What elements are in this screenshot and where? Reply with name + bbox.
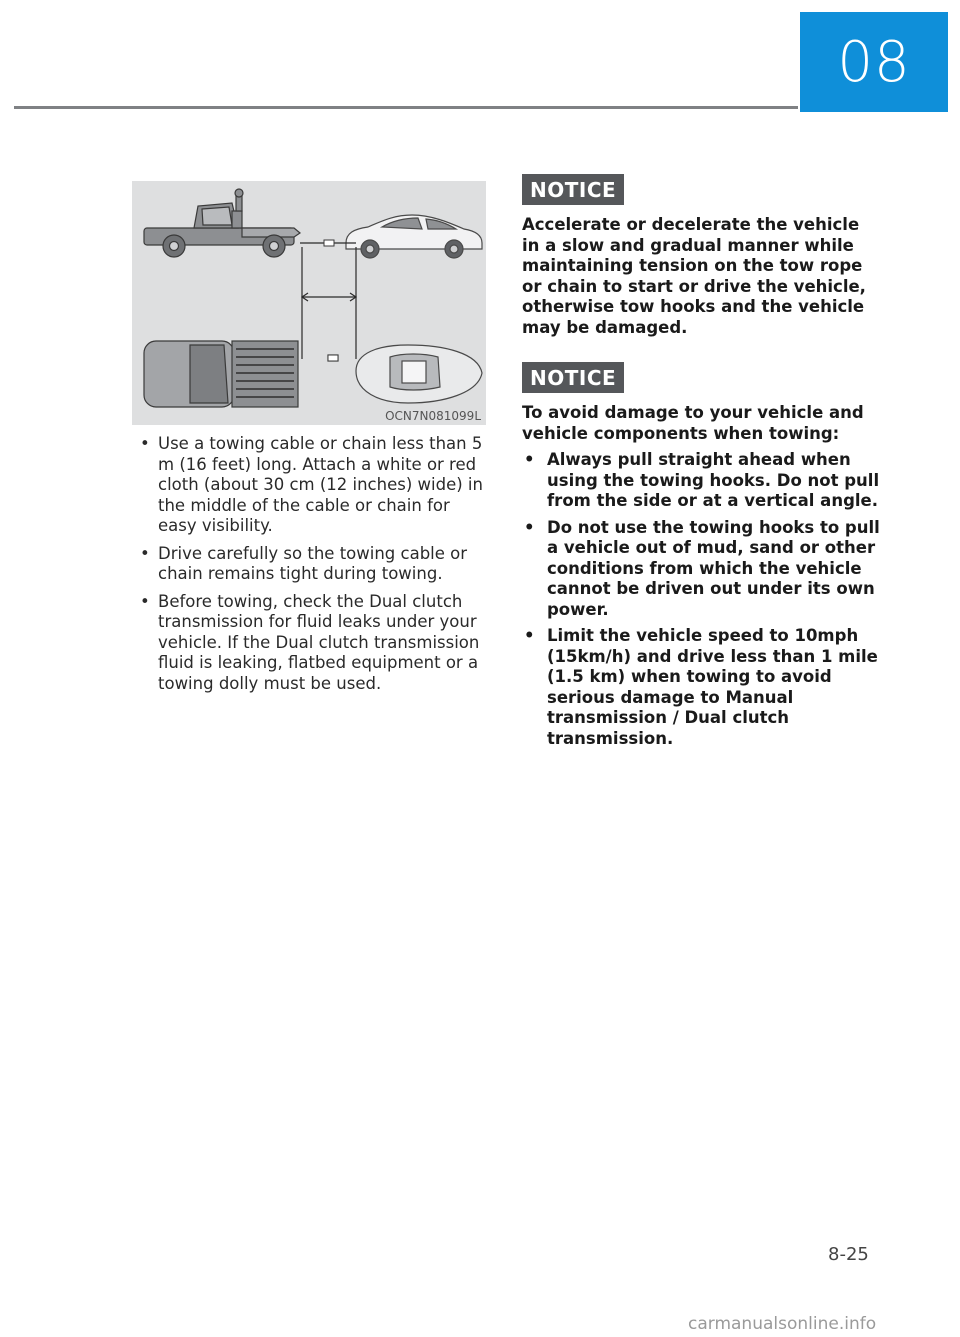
watermark: carmanualsonline.info bbox=[688, 1314, 877, 1334]
notice-block bbox=[522, 362, 882, 749]
towed-car-top bbox=[356, 345, 482, 403]
header-rule bbox=[14, 106, 798, 109]
bullet: • bbox=[140, 434, 150, 453]
tow-truck-side bbox=[144, 189, 300, 257]
bullet: • bbox=[524, 626, 535, 645]
list-item-text: Drive carefully so the towing cable or chain remains tight during towing. bbox=[158, 543, 468, 583]
list-item-text: Use a towing cable or chain less than 5 m (16 feet) long. Attach a white or red cloth (about 30 cm (12 inches) wide) in the middle of the cable or chain for easy visibility. bbox=[158, 434, 483, 535]
list-item bbox=[522, 450, 882, 512]
figure-code: OCN7N081099L bbox=[385, 409, 481, 423]
towing-tips-list bbox=[134, 434, 484, 701]
notice-intro: To avoid damage to your vehicle and vehicle components when towing: bbox=[522, 403, 864, 443]
towing-illustration bbox=[132, 181, 486, 425]
towed-car-side bbox=[346, 215, 482, 258]
bullet: • bbox=[140, 591, 150, 611]
page-number: 8-25 bbox=[828, 1244, 869, 1265]
list-item bbox=[522, 626, 882, 749]
notice-list bbox=[522, 450, 882, 749]
list-item bbox=[522, 518, 882, 621]
list-item-text: Limit the vehicle speed to 10mph (15km/h) and drive less than 1 mile (1.5 km) when towing to avoid serious damage to Manual transmission / Dual clutch transmission. bbox=[547, 626, 878, 748]
tow-truck-top bbox=[144, 341, 338, 407]
bullet: • bbox=[524, 517, 535, 537]
chapter-tab: 08 bbox=[800, 12, 948, 112]
list-item bbox=[134, 544, 484, 585]
list-item bbox=[134, 434, 484, 537]
list-item-text: Before towing, check the Dual clutch transmission for fluid leaks under your vehicle. If the Dual clutch transmission fluid is leaking, flatbed equipment or a towing dolly must be used. bbox=[158, 591, 480, 693]
list-item-text: Do not use the towing hooks to pull a vehicle out of mud, sand or other conditions from which the vehicle cannot be driven out under its own power. bbox=[547, 517, 880, 619]
notices-column bbox=[522, 174, 882, 755]
bullet: • bbox=[140, 543, 150, 563]
bullet: • bbox=[524, 450, 535, 469]
notice-text: Accelerate or decelerate the vehicle in a slow and gradual manner while maintaining tension on the tow rope or chain to start or drive the vehicle, otherwise tow hooks and the vehicle may be damaged. bbox=[522, 215, 866, 337]
notice-label: NOTICE bbox=[522, 174, 624, 205]
list-item bbox=[134, 592, 484, 695]
notice-block bbox=[522, 174, 882, 338]
list-item-text: Always pull straight ahead when using the towing hooks. Do not pull from the side or at a vertical angle. bbox=[547, 450, 880, 510]
notice-label: NOTICE bbox=[522, 362, 624, 393]
towing-diagram bbox=[132, 181, 486, 425]
tow-cable bbox=[300, 243, 356, 359]
